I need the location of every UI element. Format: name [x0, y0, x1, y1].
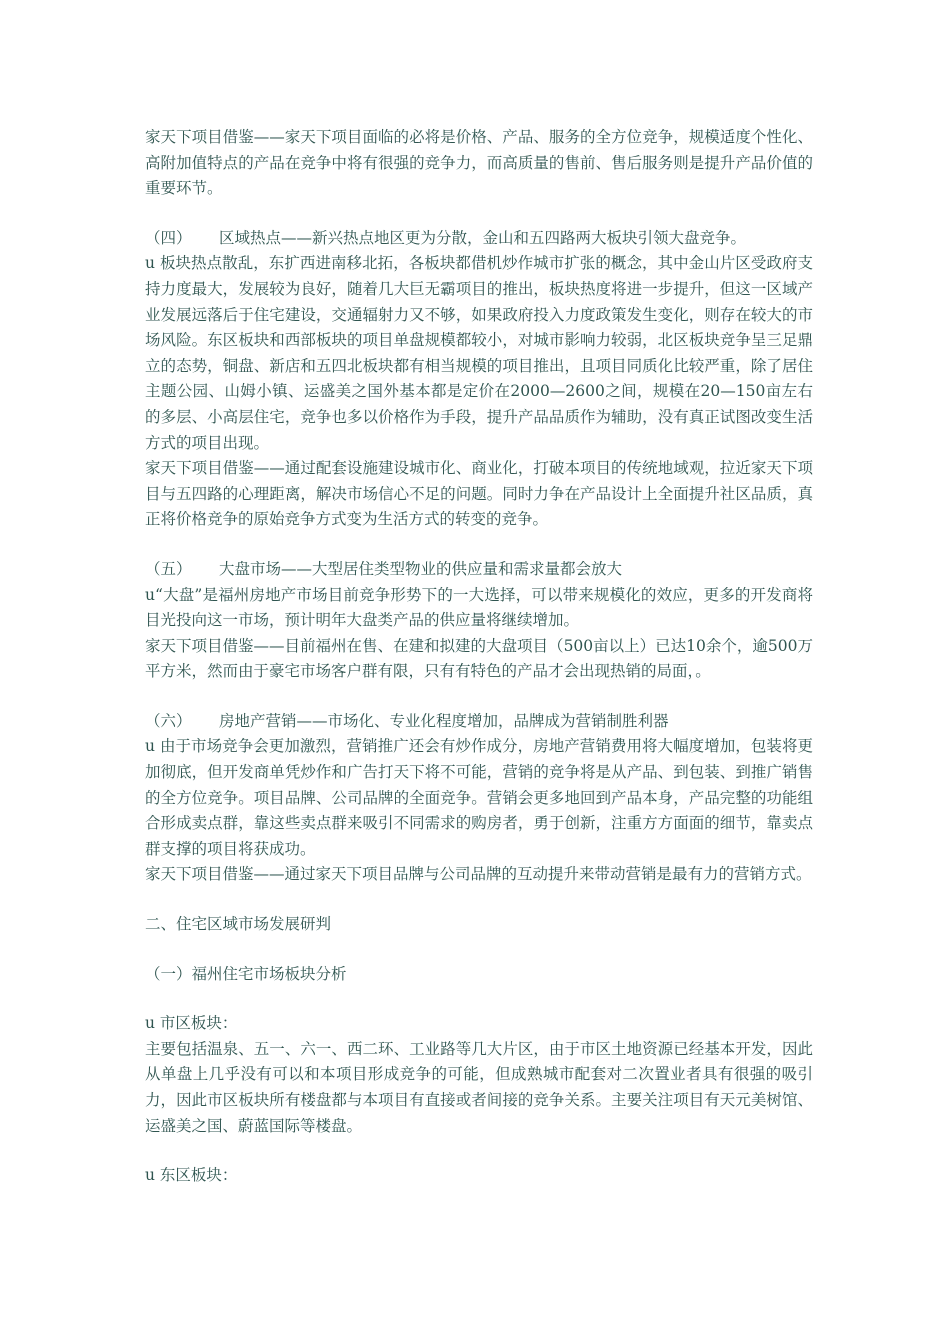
spacer	[145, 938, 813, 962]
section-4-title: 区域热点——新兴热点地区更为分散，金山和五四路两大板块引领大盘竞争。	[219, 228, 747, 247]
section-4-body: u 板块热点散乱，东扩西进南移北拓，各板块都借机炒作城市扩张的概念，其中金山片区受政府支持力度最大，发展较为良好，随着几大巨无霸项目的推出，板块热度将进一步提升，但这一区域产业发展远落后于住宅建设，交通辐射力又不够，如果政府投入力度政策发生变化，则存在较大的市场风险。东区板块和西部板块的项目单盘规模都较小，对城市影响力较弱，北区板块竞争呈三足鼎立的态势，铜盘、新店和五四北板块都有相当规模的项目推出，且项目同质化比较严重，除了居住主题公园、山姆小镇、运盛美之国外基本都是定价在2000—2600之间，规模在20—150亩左右的多层、小高层住宅，竞争也多以价格作为手段，提升产品品质作为辅助，没有真正试图改变生活方式的项目出现。	[145, 254, 813, 452]
section-6-number: （六）	[145, 711, 192, 730]
section-5-number: （五）	[145, 559, 192, 578]
section-6-reference: 家天下项目借鉴——通过家天下项目品牌与公司品牌的互动提升来带动营销是最有力的营销方式。	[145, 865, 812, 884]
spacer	[145, 685, 813, 709]
spacer	[145, 987, 813, 1011]
section-6-heading	[145, 709, 813, 735]
section-6-title: 房地产营销——市场化、专业化程度增加，品牌成为营销制胜利器	[219, 711, 669, 730]
section-4-number: （四）	[145, 228, 192, 247]
section-4-heading	[145, 226, 813, 252]
section-5-heading	[145, 557, 813, 583]
part-2-title: 二、住宅区域市场发展研判	[145, 915, 332, 934]
section-6-body: u 由于市场竞争会更加激烈，营销推广还会有炒作成分，房地产营销费用将大幅度增加，包装将更加彻底，但开发商单凭炒作和广告打天下将不可能，营销的竞争将是从产品、到包装、到推广销售的全方位竞争。项目品牌、公司品牌的全面竞争。营销会更多地回到产品本身，产品完整的功能组合形成卖点群，靠这些卖点群来吸引不同需求的购房者，勇于创新，注重方方面面的细节，靠卖点群支撑的项目将获成功。	[145, 737, 813, 858]
spacer	[145, 533, 813, 557]
paragraph-reference-1: 家天下项目借鉴——家天下项目面临的必将是价格、产品、服务的全方位竞争，规模适度个性化、高附加值特点的产品在竞争中将有很强的竞争力，而高质量的售前、售后服务则是提升产品价值的重要环节。	[145, 128, 813, 198]
subsection-1-title: （一）福州住宅市场板块分析	[145, 964, 347, 983]
section-5-body: u“大盘”是福州房地产市场目前竞争形势下的一大选择，可以带来规模化的效应，更多的开发商将目光投向这一市场，预计明年大盘类产品的供应量将继续增加。	[145, 585, 813, 630]
section-5-reference: 家天下项目借鉴——目前福州在售、在建和拟建的大盘项目（500亩以上）已达10余个，逾500万平方米，然而由于豪宅市场客户群有限，只有有特色的产品才会出现热销的局面，。	[145, 636, 813, 681]
spacer	[145, 202, 813, 226]
spacer	[145, 1139, 813, 1163]
section-5-title: 大盘市场——大型居住类型物业的供应量和需求量都会放大	[219, 559, 623, 578]
spacer	[145, 888, 813, 912]
document-page	[145, 125, 813, 1189]
section-4-reference: 家天下项目借鉴——通过配套设施建设城市化、商业化，打破本项目的传统地域观，拉近家天下项目与五四路的心理距离，解决市场信心不足的问题。同时力争在产品设计上全面提升社区品质，真正将价格竞争的原始竞争方式变为生活方式的转变的竞争。	[145, 459, 813, 529]
city-district-label: u 市区板块：	[145, 1014, 238, 1033]
city-district-body: 主要包括温泉、五一、六一、西二环、工业路等几大片区，由于市区土地资源已经基本开发，因此从单盘上几乎没有可以和本项目形成竞争的可能，但成熟城市配套对二次置业者具有很强的吸引力，因此市区板块所有楼盘都与本项目有直接或者间接的竞争关系。主要关注项目有天元美树馆、运盛美之国、蔚蓝国际等楼盘。	[145, 1039, 813, 1135]
east-district-label: u 东区板块：	[145, 1166, 238, 1185]
